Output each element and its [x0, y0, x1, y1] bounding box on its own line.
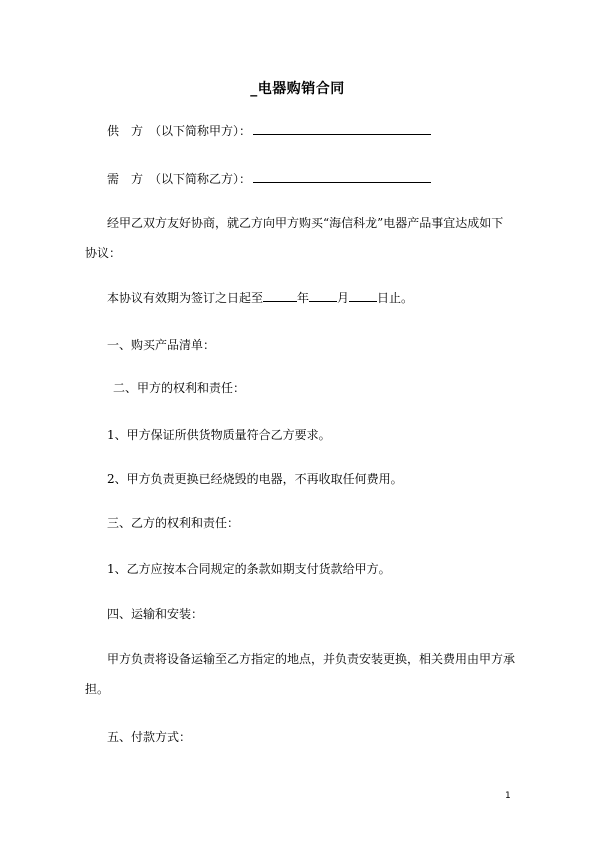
item-2-2: 2、甲方负责更换已经烧毁的电器，不再收取任何费用。 — [107, 472, 403, 486]
page-number: 1 — [505, 791, 511, 801]
section-2-heading: 二、甲方的权利和责任： — [113, 381, 246, 395]
section-5-heading: 五、付款方式： — [107, 730, 192, 744]
transport-paragraph: 甲方负责将设备运输至乙方指定的地点，并负责安装更换，相关费用由甲方承担。 — [85, 652, 516, 696]
item-3-1: 1、乙方应按本合同规定的条款如期支付货款给甲方。 — [107, 562, 391, 576]
month-label: 月 — [337, 291, 350, 305]
validity-prefix: 本协议有效期为签订之日起至 — [107, 291, 264, 305]
buyer-line — [107, 170, 431, 188]
section-3-heading: 三、乙方的权利和责任： — [107, 516, 240, 530]
validity-suffix: 日止。 — [377, 291, 414, 305]
buyer-label: 需 方 （以下简称乙方）： — [107, 172, 252, 186]
year-label: 年 — [297, 291, 310, 305]
section-1-heading: 一、购买产品清单： — [107, 338, 216, 352]
buyer-blank — [253, 170, 431, 183]
validity-line — [107, 289, 413, 307]
document-title: _电器购销合同 — [250, 81, 345, 97]
item-2-1: 1、甲方保证所供货物质量符合乙方要求。 — [107, 428, 331, 442]
day-blank — [349, 289, 377, 302]
supplier-line — [107, 122, 431, 140]
year-blank — [263, 289, 297, 302]
month-blank — [309, 289, 337, 302]
supplier-label: 供 方 （以下简称甲方）： — [107, 124, 252, 138]
section-4-heading: 四、运输和安装： — [107, 607, 204, 621]
supplier-blank — [253, 122, 431, 135]
intro-paragraph: 经甲乙双方友好协商，就乙方向甲方购买“海信科龙”电器产品事宜达成如下协议： — [85, 216, 504, 260]
